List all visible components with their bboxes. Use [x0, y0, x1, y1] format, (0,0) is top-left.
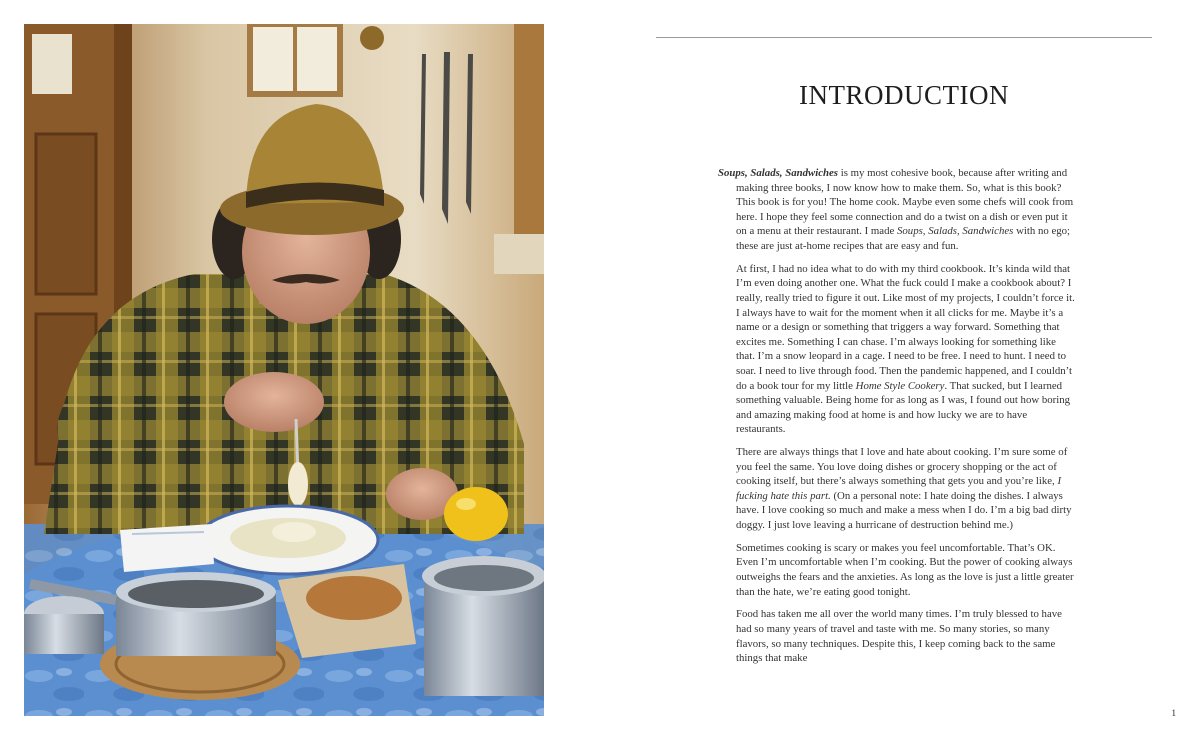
- italic-text: I fucking hate this part.: [736, 475, 1062, 502]
- body-paragraph: [718, 607, 1076, 665]
- italic-text: Soups, Salads, Sandwiches: [897, 225, 1014, 238]
- body-paragraph: [718, 541, 1076, 599]
- header-rule: [656, 37, 1152, 38]
- body-paragraph: [718, 166, 1076, 254]
- page-number: 1: [1171, 708, 1176, 718]
- text-run: Food has taken me all over the world many times. I’m truly blessed to have had so many years of travel and taste with me. So many stories, so many flavors, so many techniques. Despite this, I keep coming back to the same things that make: [736, 608, 1062, 665]
- text-run: is my most cohesive book, because after writing and making three books, I now know how to make them. So, what is this book? This book is for you! The home cook. Maybe even some chefs will cook from here. I hope they feel some connection and do a twist on a dish or even put it on a menu at their restaurant. I made: [736, 167, 1074, 238]
- text-run: with no ego; these are just at-home recipes that are easy and fun.: [736, 225, 1071, 252]
- body-paragraph: [718, 445, 1076, 533]
- page-title: INTRODUCTION: [799, 80, 1009, 110]
- body-paragraph: [718, 262, 1076, 437]
- italic-text: Home Style Cookery: [855, 379, 945, 392]
- introduction-body: [718, 166, 1076, 674]
- text-run: At first, I had no idea what to do with my third cookbook. It’s kinda wild that I’m even doing another one. What the fuck could I make a cookbook about? I really, really tried to figure it out. Like most of my projects, I couldn’t force it. I always have to wait for the moment when it all clicks for me. Maybe it’s a name or a design or something that triggers a way forward. Something that excites me. Something I can chase. I’m always looking for something like that. I’m a snow leopard in a cage. I need to be free. I need to hunt. I need to soar. I need to live through food. Then the pandemic happened, and I couldn’t do a book tour for my little: [736, 262, 1075, 392]
- chef-photo: [24, 24, 544, 716]
- text-run: (On a personal note: I hate doing the dishes. I always have. I love cooking so much and make a mess when I do. I’m a big bad dirty doggy. I just love leaving a hurricane of destruction behind me.): [736, 489, 1072, 532]
- text-run: Sometimes cooking is scary or makes you feel uncomfortable. That’s OK. Even I’m uncomfortable when I’m cooking. But the power of cooking always outweighs the fears and the anxieties. As long as the love is just a little greater than the hate, we’re eating good tonight.: [736, 541, 1074, 598]
- text-run: . That sucked, but I learned something valuable. Being home for as long as I was, I found out how boring and amazing making food at home is and how lucky we are to have restaurants.: [736, 379, 1071, 436]
- book-title-emphasis: Soups, Salads, Sandwiches: [718, 167, 839, 179]
- text-run: There are always things that I love and hate about cooking. I’m sure some of you feel the same. You love doing dishes or grocery shopping or the act of cooking itself, but there’s always something that gets you and you’re like,: [736, 446, 1068, 488]
